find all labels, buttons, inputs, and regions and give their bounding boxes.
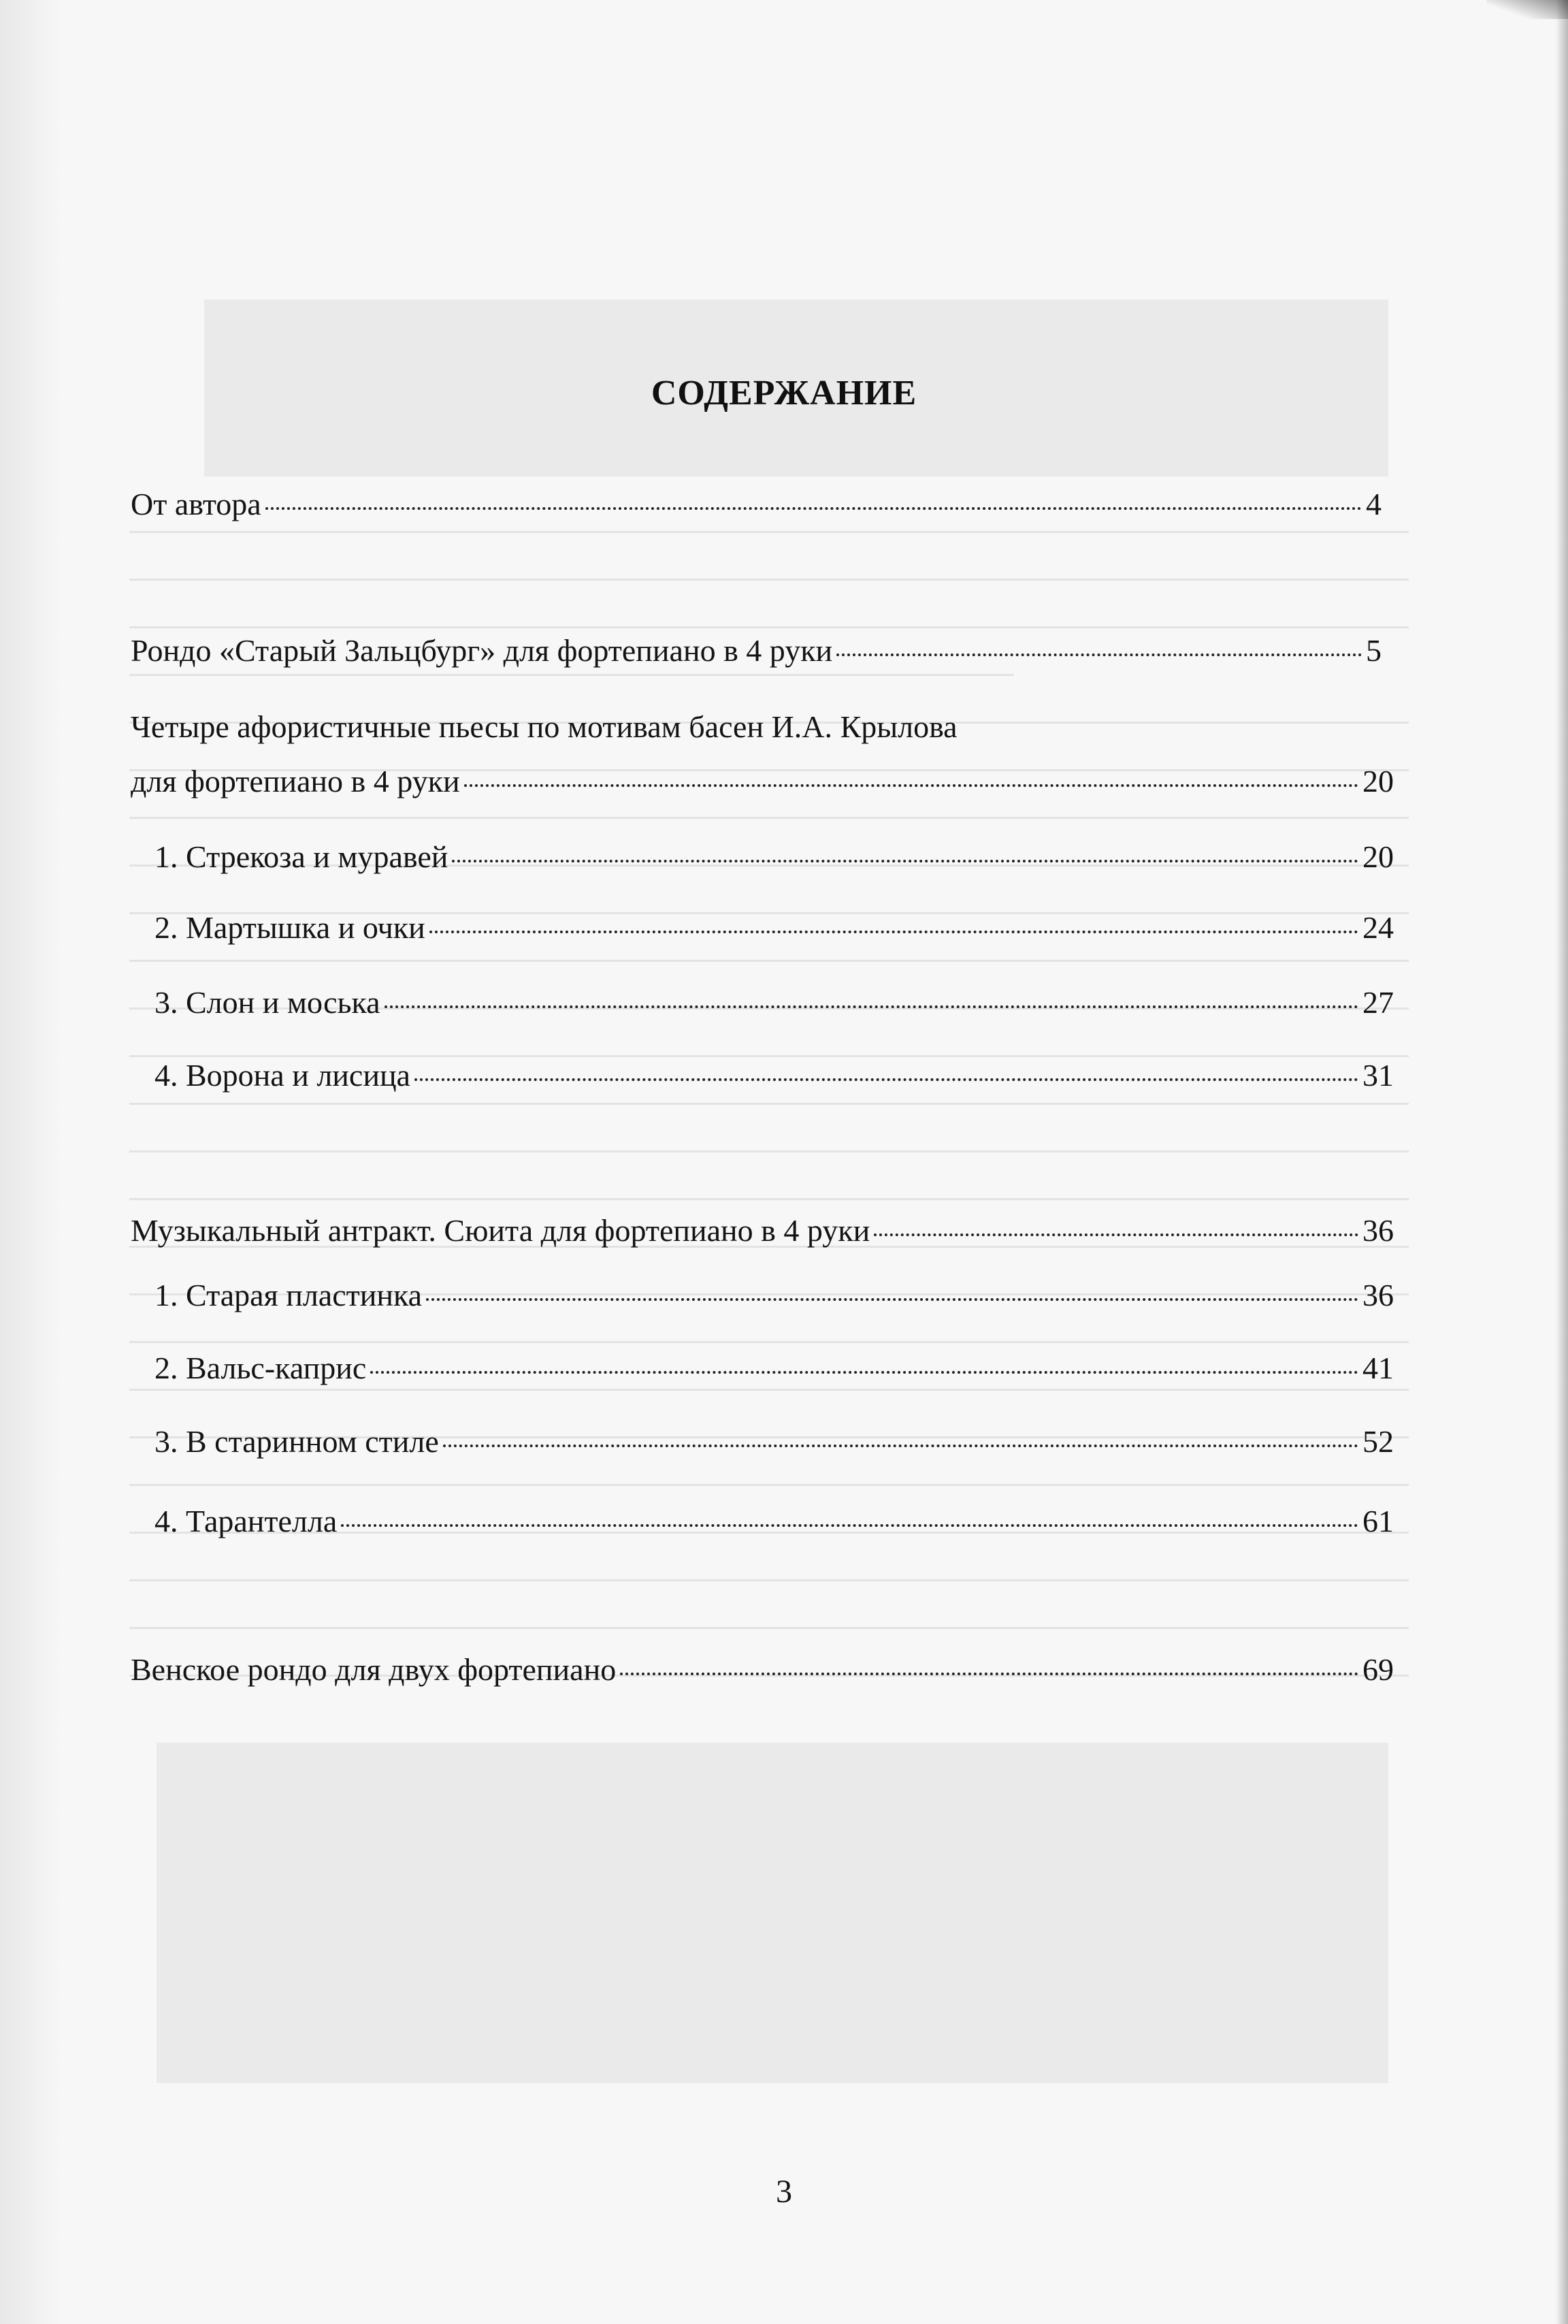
toc-subentry[interactable] xyxy=(154,841,1394,873)
toc-entry-suite[interactable] xyxy=(131,1215,1394,1246)
toc-subentry-label: 3. В старинном стиле xyxy=(154,1424,439,1459)
dot-leader xyxy=(836,653,1362,656)
toc-subentry-label: 1. Стрекоза и муравей xyxy=(154,839,448,874)
toc-entry-page: 20 xyxy=(1362,764,1394,798)
toc-entry-label: Венское рондо для двух фортепиано xyxy=(131,1652,617,1687)
toc-subentry[interactable] xyxy=(154,1060,1394,1091)
dot-leader xyxy=(265,507,1362,510)
toc-subentry-page: 41 xyxy=(1362,1351,1394,1385)
dot-leader xyxy=(443,1445,1358,1447)
dot-leader xyxy=(620,1673,1358,1675)
toc-subentry-page: 24 xyxy=(1362,910,1394,945)
toc-entry-page: 36 xyxy=(1362,1213,1394,1248)
toc-subentry-page: 52 xyxy=(1362,1424,1394,1459)
toc-entry-label: От автора xyxy=(131,487,261,521)
toc-subentry[interactable] xyxy=(154,1353,1394,1384)
dot-leader xyxy=(874,1233,1358,1236)
toc-subentry[interactable] xyxy=(154,1426,1394,1457)
dot-leader xyxy=(464,784,1358,787)
toc-entry-page: 5 xyxy=(1366,633,1382,668)
toc-entry-label: Музыкальный антракт. Сюита для фортепиано в 4 руки xyxy=(131,1213,870,1248)
toc-entry-label: Рондо «Старый Зальцбург» для фортепиано в 4 руки xyxy=(131,633,833,668)
toc-subentry[interactable] xyxy=(154,912,1394,943)
toc-entry-from-author[interactable] xyxy=(131,489,1382,520)
toc-subentry-label: 1. Старая пластинка xyxy=(154,1278,423,1312)
toc-heading-four-pieces: Четыре афористичные пьесы по мотивам басен И.А. Крылова xyxy=(131,709,958,744)
toc-entry-page: 69 xyxy=(1362,1652,1394,1687)
scan-corner-mark xyxy=(1486,0,1568,19)
toc-title: СОДЕРЖАНИЕ xyxy=(651,374,917,413)
toc-subentry-page: 61 xyxy=(1362,1504,1394,1538)
toc-entry-four-pieces[interactable] xyxy=(131,766,1394,797)
dot-leader xyxy=(452,860,1358,862)
scan-edge-shadow xyxy=(1556,0,1568,2324)
dot-leader xyxy=(341,1524,1358,1527)
toc-subentry-label: 4. Ворона и лисица xyxy=(154,1058,410,1093)
toc-subentry-label: 2. Вальс-каприс xyxy=(154,1351,367,1385)
toc-subentry-label: 4. Тарантелла xyxy=(154,1504,338,1538)
page-number: 3 xyxy=(776,2174,792,2210)
toc-entry-rondo-salzburg[interactable] xyxy=(131,635,1382,666)
toc-subentry-label: 3. Слон и моська xyxy=(154,985,380,1020)
toc-entry-page: 4 xyxy=(1366,487,1382,521)
dot-leader xyxy=(385,1005,1358,1008)
toc-subentry-page: 20 xyxy=(1362,839,1394,874)
toc-subentry-page: 31 xyxy=(1362,1058,1394,1093)
dot-leader xyxy=(426,1298,1358,1301)
toc-subentry-label: 2. Мартышка и очки xyxy=(154,910,425,945)
dot-leader xyxy=(414,1078,1358,1081)
toc-subentry-page: 36 xyxy=(1362,1278,1394,1312)
toc-entry-label: для фортепиано в 4 руки xyxy=(131,764,460,798)
toc-subentry-page: 27 xyxy=(1362,985,1394,1020)
dot-leader xyxy=(370,1371,1358,1374)
toc-entry-vienna-rondo[interactable] xyxy=(131,1654,1394,1685)
toc-subentry[interactable] xyxy=(154,1280,1394,1311)
dot-leader xyxy=(429,931,1358,933)
toc-subentry[interactable] xyxy=(154,987,1394,1018)
toc-subentry[interactable] xyxy=(154,1506,1394,1537)
